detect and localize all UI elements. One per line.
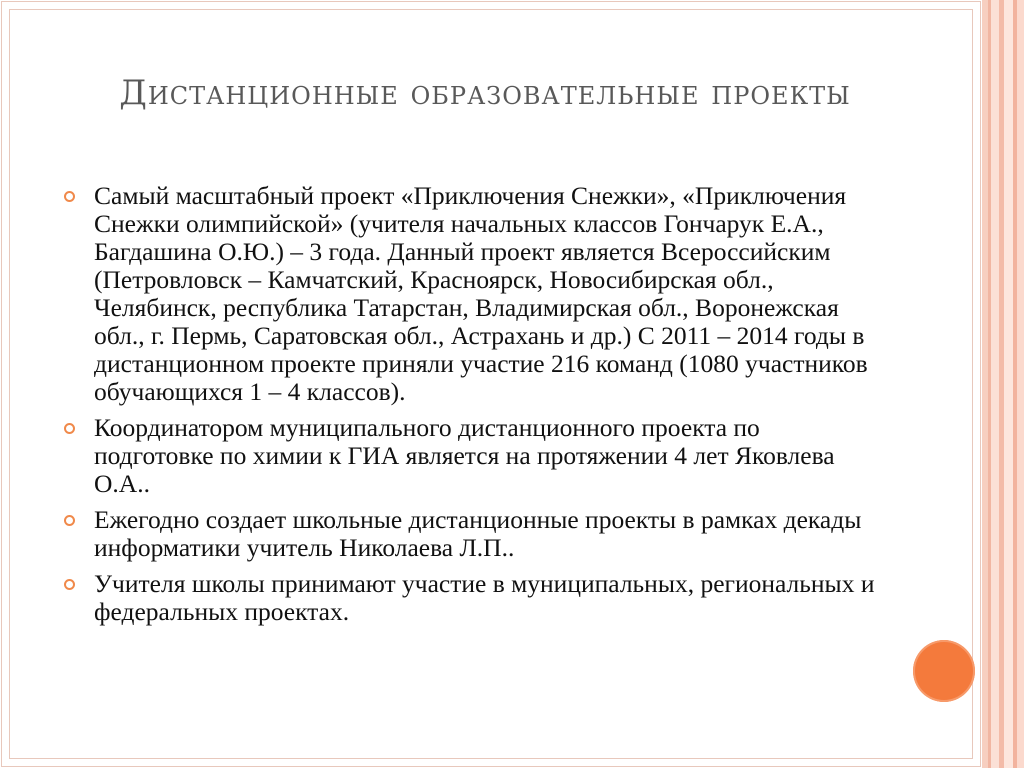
bullet-item — [64, 414, 879, 498]
slide-title: Дистанционные образовательные проекты — [119, 73, 851, 113]
bullet-item — [64, 506, 879, 562]
bullet-text: Учителя школы принимают участие в муниципальных, региональных и федеральных проектах. — [94, 569, 875, 626]
orange-circle-icon — [913, 640, 975, 702]
hollow-circle-bullet-icon — [64, 423, 75, 434]
bullet-text: Ежегодно создает школьные дистанционные проекты в рамках декады информатики учитель Николаева Л.П.. — [94, 505, 862, 562]
decor-stripe — [1017, 0, 1024, 768]
bullet-text: Самый масштабный проект «Приключения Снежки», «Приключения Снежки олимпийской» (учителя начальных классов Гончарук Е.А., Багдашина О.Ю.) – 3 года. Данный проект является Всероссийским (Петровловск – Камчатский, Красноярск, Новосибирская обл., Челябинск, республика Татарстан, Владимирская обл., Воронежская обл., г. Пермь, Саратовская обл., Астрахань и др.) С 2011 – 2014 годы в дистанционном проекте приняли участие 216 команд (1080 участников обучающихся 1 – 4 классов). — [94, 181, 868, 406]
decor-stripe — [991, 0, 999, 768]
hollow-circle-bullet-icon — [64, 191, 75, 202]
hollow-circle-bullet-icon — [64, 515, 75, 526]
bullet-list — [64, 182, 879, 634]
bullet-item — [64, 182, 879, 406]
bullet-item — [64, 570, 879, 626]
decor-stripe — [1004, 0, 1013, 768]
hollow-circle-bullet-icon — [64, 579, 75, 590]
bullet-text: Координатором муниципального дистанционного проекта по подготовке по химии к ГИА является на протяжении 4 лет Яковлева О.А.. — [94, 413, 835, 498]
